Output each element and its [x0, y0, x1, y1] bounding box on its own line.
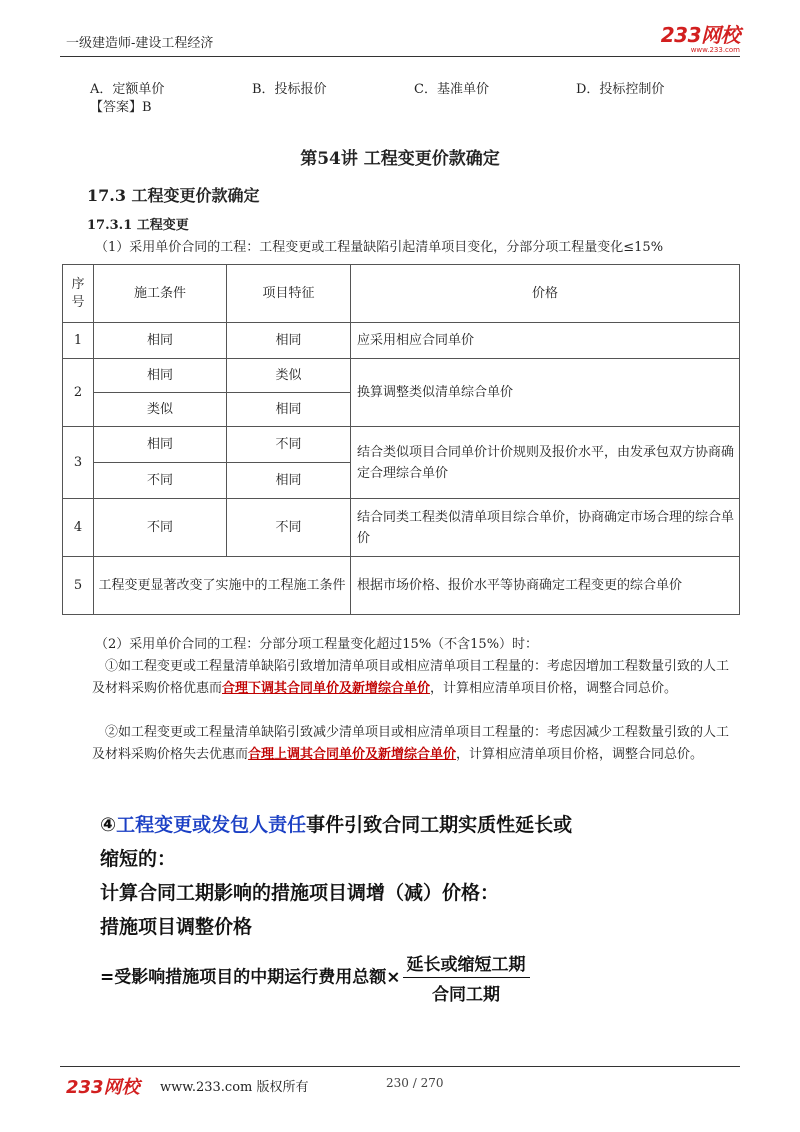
condition-cell: 相同 [94, 359, 227, 393]
price-cell: 换算调整类似清单综合单价 [351, 359, 740, 427]
big-line-4: 措施项目调整价格 [100, 916, 253, 938]
item2-highlight: 合理上调其合同单价及新增综合单价 [248, 747, 457, 762]
merged-condition-cell: 工程变更显著改变了实施中的工程施工条件 [94, 557, 351, 615]
big-line-2: 缩短的： [100, 848, 177, 870]
formula-numerator: 延长或缩短工期 [403, 950, 530, 978]
section-title: 17.3 工程变更价款确定 [87, 186, 260, 205]
answer-line: 【答案】B [90, 100, 152, 115]
feature-cell: 不同 [227, 499, 351, 557]
condition-cell: 相同 [94, 427, 227, 463]
item2-before: ②如工程变更或工程量清单缺陷引致减少清单项目或相应清单项目工程量的：考虑因减少工程数量引致的人工及材料采购价格失去优惠而 [92, 725, 730, 762]
table-row [63, 499, 740, 557]
row-no: 1 [63, 323, 94, 359]
header-feature: 项目特征 [227, 265, 351, 323]
header-price: 价格 [351, 265, 740, 323]
circled-number: ④ [100, 814, 117, 836]
row-no: 3 [63, 427, 94, 499]
item1-after: ，计算相应清单项目价格，调整合同总价。 [430, 681, 678, 696]
footer-logo: 233网校 [66, 1077, 140, 1098]
formula-lhs: =受影响措施项目的中期运行费用总额× [100, 967, 401, 988]
paragraph-2: （2）采用单价合同的工程：分部分项工程量变化超过15%（不含15%）时： [95, 637, 539, 652]
paragraph-item-2 [92, 722, 740, 766]
condition-cell: 类似 [94, 393, 227, 427]
footer-site: www.233.com 版权所有 [160, 1080, 309, 1095]
condition-cell: 相同 [94, 323, 227, 359]
price-cell: 根据市场价格、报价水平等协商确定工程变更的综合单价 [351, 557, 740, 615]
formula-denominator: 合同工期 [432, 985, 500, 1005]
table-row [63, 323, 740, 359]
big-line-3: 计算合同工期影响的措施项目调增（减）价格： [100, 882, 500, 904]
feature-cell: 相同 [227, 323, 351, 359]
price-cell: 应采用相应合同单价 [351, 323, 740, 359]
row-no: 5 [63, 557, 94, 615]
page-header [60, 24, 740, 57]
table-header-row [63, 265, 740, 323]
line1-rest: 事件引致合同工期实质性延长或 [306, 814, 573, 836]
option-d: D．投标控制价 [576, 82, 665, 97]
row-no: 4 [63, 499, 94, 557]
item1-before: ①如工程变更或工程量清单缺陷引致增加清单项目或相应清单项目工程量的：考虑因增加工程数量引致的人工及材料采购价格优惠而 [92, 659, 730, 696]
header-condition: 施工条件 [94, 265, 227, 323]
price-table [62, 264, 740, 615]
page-number: 230 / 270 [386, 1076, 444, 1090]
formula [100, 950, 530, 1005]
logo-url: www.233.com [690, 46, 740, 54]
paragraph-1: （1）采用单价合同的工程：工程变更或工程量缺陷引起清单项目变化，分部分项工程量变化≤15% [95, 240, 664, 255]
table-row [63, 359, 740, 393]
table-row [63, 427, 740, 463]
item2-after: ，计算相应清单项目价格，调整合同总价。 [456, 747, 704, 762]
price-cell: 结合类似项目合同单价计价规则及报价水平，由发承包双方协商确定合理综合单价 [351, 427, 740, 499]
row-no: 2 [63, 359, 94, 427]
price-cell: 结合同类工程类似清单项目综合单价，协商确定市场合理的综合单价 [351, 499, 740, 557]
lecture-title: 第54讲 工程变更价款确定 [300, 149, 500, 169]
option-b: B．投标报价 [252, 82, 327, 97]
header-title: 一级建造师-建设工程经济 [66, 36, 214, 51]
condition-cell: 不同 [94, 463, 227, 499]
big-line-1 [100, 810, 572, 837]
brand-logo [661, 24, 740, 54]
logo-text: 233网校 [660, 23, 740, 47]
header-no: 序号 [63, 265, 94, 323]
feature-cell: 相同 [227, 463, 351, 499]
page-footer [60, 1066, 740, 1097]
feature-cell: 相同 [227, 393, 351, 427]
item1-highlight: 合理下调其合同单价及新增综合单价 [222, 681, 431, 696]
option-c: C．基准单价 [414, 82, 489, 97]
feature-cell: 不同 [227, 427, 351, 463]
table-row [63, 557, 740, 615]
subsection-title: 17.3.1 工程变更 [87, 218, 189, 233]
blue-emphasis: 工程变更或发包人责任 [116, 814, 307, 836]
formula-fraction [403, 950, 530, 1005]
condition-cell: 不同 [94, 499, 227, 557]
feature-cell: 类似 [227, 359, 351, 393]
paragraph-item-1 [92, 656, 740, 700]
option-a: A．定额单价 [90, 82, 165, 97]
